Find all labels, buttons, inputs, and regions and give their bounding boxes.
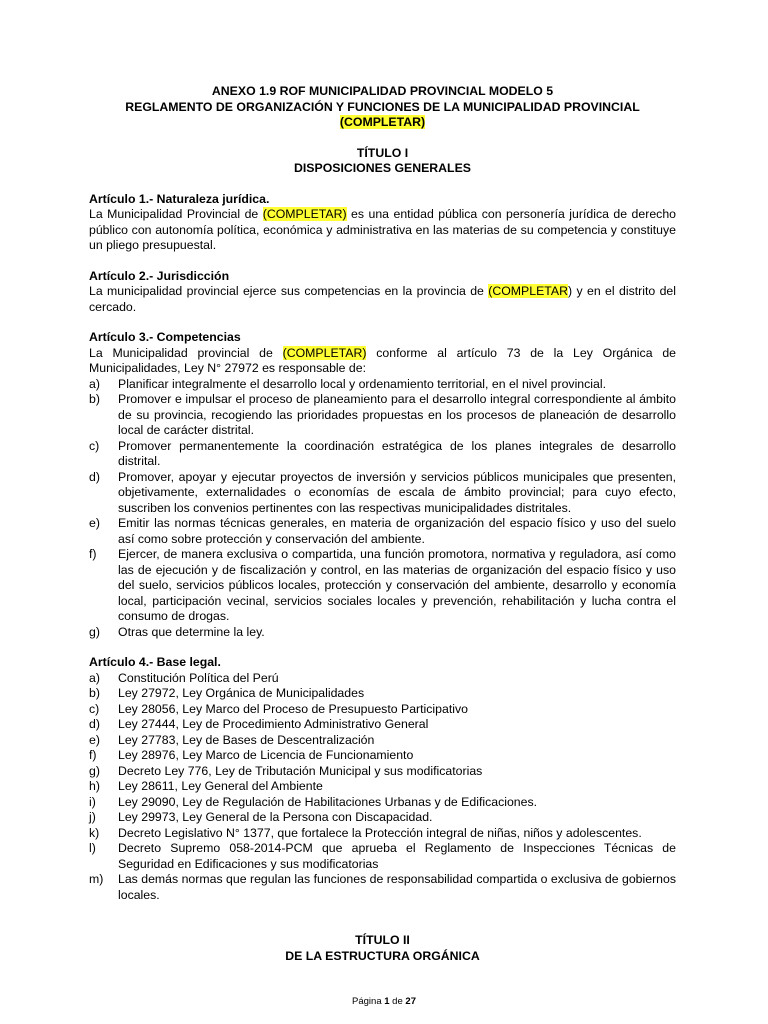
document-page bbox=[89, 84, 676, 979]
article-2-body bbox=[89, 284, 676, 315]
list-item bbox=[89, 547, 676, 625]
list-item bbox=[89, 779, 676, 795]
list-item bbox=[89, 826, 676, 842]
list-item bbox=[89, 748, 676, 764]
list-item-text: Las demás normas que regulan las funciones de responsabilidad compartida o exclusiva de gobiernos locales. bbox=[118, 872, 676, 902]
article-3-text-post: conforme al artículo 73 de la Ley Orgánica de Municipalidades, Ley N° 27972 es responsable de: bbox=[89, 345, 676, 375]
list-item bbox=[89, 702, 676, 718]
completar-placeholder: (COMPLETAR bbox=[488, 284, 568, 298]
list-marker: b) bbox=[89, 686, 100, 700]
article-4-heading: Artículo 4.- Base legal. bbox=[89, 655, 221, 669]
list-item-text: Constitución Política del Perú bbox=[118, 670, 279, 685]
page-separator: de bbox=[389, 996, 406, 1007]
titulo-1-name: DISPOSICIONES GENERALES bbox=[294, 161, 471, 175]
list-marker: i) bbox=[89, 794, 96, 809]
list-item-text: Otras que determine la ley. bbox=[118, 624, 265, 639]
completar-placeholder: (COMPLETAR) bbox=[262, 207, 347, 221]
list-marker: d) bbox=[89, 469, 100, 484]
page-label: Página bbox=[352, 996, 385, 1007]
article-3-heading: Artículo 3.- Competencias bbox=[89, 330, 241, 344]
list-marker: b) bbox=[89, 392, 100, 406]
article-1-body bbox=[89, 207, 676, 254]
list-marker: c) bbox=[89, 701, 100, 716]
list-marker: j) bbox=[89, 810, 96, 824]
list-marker: e) bbox=[89, 516, 100, 530]
article-4 bbox=[89, 655, 676, 903]
list-marker: c) bbox=[89, 438, 100, 453]
list-item bbox=[89, 872, 676, 903]
list-item-text: Ley 27444, Ley de Procedimiento Administrativo General bbox=[118, 717, 429, 731]
list-item-text: Planificar integralmente el desarrollo local y ordenamiento territorial, en el nivel provincial. bbox=[118, 376, 607, 391]
current-page-number: 1 bbox=[384, 996, 390, 1007]
list-item bbox=[89, 717, 676, 733]
list-marker: m) bbox=[89, 872, 104, 886]
titulo-2-number: TÍTULO II bbox=[355, 933, 410, 947]
page-footer bbox=[0, 994, 768, 1010]
list-item bbox=[89, 439, 676, 470]
article-2-heading: Artículo 2.- Jurisdicción bbox=[89, 268, 230, 283]
article-3 bbox=[89, 330, 676, 640]
list-item bbox=[89, 392, 676, 439]
completar-placeholder: (COMPLETAR) bbox=[282, 345, 367, 360]
article-1-text-pre: La Municipalidad Provincial de bbox=[89, 207, 263, 221]
list-item-text: Decreto Supremo 058-2014-PCM que aprueba el Reglamento de Inspecciones Técnicas de Seguridad en Edificaciones y sus modificatorias bbox=[118, 841, 676, 871]
base-legal-list bbox=[89, 671, 676, 904]
list-item bbox=[89, 733, 676, 749]
document-header bbox=[89, 84, 676, 131]
list-item bbox=[89, 841, 676, 872]
list-item bbox=[89, 516, 676, 547]
list-item-text: Emitir las normas técnicas generales, en materia de organización del espacio físico y uso del suelo así como sobre protección y conservación del ambiente. bbox=[118, 516, 676, 546]
article-3-body bbox=[89, 346, 676, 377]
list-item bbox=[89, 810, 676, 826]
list-marker: a) bbox=[89, 376, 100, 391]
list-item-text: Promover, apoyar y ejecutar proyectos de inversión y servicios públicos municipales que presenten, objetivamente, externalidades o economías de escala de ámbito provincial; para cuyo efecto, suscriben los convenios pertinentes con las respectivas municipalidades distritales. bbox=[118, 469, 676, 515]
list-marker: d) bbox=[89, 717, 100, 731]
article-2-text-post: ) y en el distrito del cercado. bbox=[89, 284, 677, 314]
list-item-text: Promover e impulsar el proceso de planeamiento para el desarrollo integral correspondiente al ámbito de su provincia, recogiendo las prioridades propuestas en los procesos de planeación de desarrollo local de carácter distrital. bbox=[118, 392, 676, 437]
list-item-text: Ley 29973, Ley General de la Persona con Discapacidad. bbox=[118, 810, 433, 824]
article-1-text-post: es una entidad pública con personería jurídica de derecho público con autonomía política, económica y administrativa en las materias de su competencia y constituye un pliego presupuestal. bbox=[89, 207, 676, 252]
list-item-text: Decreto Legislativo N° 1377, que fortalece la Protección integral de niñas, niños y adolescentes. bbox=[118, 825, 642, 840]
list-marker: a) bbox=[89, 670, 100, 685]
annex-title: ANEXO 1.9 ROF MUNICIPALIDAD PROVINCIAL MODELO 5 bbox=[211, 84, 554, 98]
list-item-text: Ley 28056, Ley Marco del Proceso de Presupuesto Participativo bbox=[118, 701, 468, 716]
list-item-text: Promover permanentemente la coordinación estratégica de los planes integrales de desarrollo distrital. bbox=[118, 438, 676, 468]
list-item bbox=[89, 764, 676, 780]
list-marker: e) bbox=[89, 732, 100, 747]
article-2 bbox=[89, 269, 676, 316]
list-marker: l) bbox=[89, 841, 96, 855]
titulo-2-name: DE LA ESTRUCTURA ORGÁNICA bbox=[285, 948, 480, 963]
total-pages-number: 27 bbox=[405, 996, 416, 1007]
list-item bbox=[89, 625, 676, 641]
list-marker: h) bbox=[89, 779, 100, 793]
list-item-text: Ley 27783, Ley de Bases de Descentralización bbox=[118, 732, 375, 747]
list-item-text: Ley 27972, Ley Orgánica de Municipalidades bbox=[118, 686, 365, 700]
titulo-2 bbox=[89, 933, 676, 964]
list-marker: g) bbox=[89, 763, 100, 778]
list-item-text: Ley 28976, Ley Marco de Licencia de Funcionamiento bbox=[118, 748, 414, 762]
list-item-text: Decreto Ley 776, Ley de Tributación Municipal y sus modificatorias bbox=[118, 763, 483, 778]
titulo-1-number: TÍTULO I bbox=[356, 145, 409, 160]
regulation-title bbox=[89, 100, 676, 131]
list-marker: f) bbox=[89, 547, 97, 561]
article-1 bbox=[89, 192, 676, 254]
list-item-text: Ley 29090, Ley de Regulación de Habilitaciones Urbanas y de Edificaciones. bbox=[118, 794, 538, 809]
list-item-text: Ejercer, de manera exclusiva o compartida, una función promotora, normativa y reguladora, así como las de ejecución y de fiscalización y control, en las materias de organización del espacio físico y uso del suelo, servicios públicos locales, protección y conservación del ambiente, desarrollo y economía local, participación vecinal, servicios sociales locales y prevención, rehabilitación y lucha contra el consumo de drogas. bbox=[118, 547, 676, 623]
article-2-text-pre: La municipalidad provincial ejerce sus competencias en la provincia de bbox=[89, 284, 489, 298]
list-item bbox=[89, 377, 676, 393]
list-item-text: Ley 28611, Ley General del Ambiente bbox=[118, 779, 323, 793]
article-3-text-pre: La Municipalidad provincial de bbox=[89, 345, 283, 360]
list-marker: k) bbox=[89, 825, 100, 840]
article-1-heading: Artículo 1.- Naturaleza jurídica. bbox=[89, 191, 270, 206]
list-marker: g) bbox=[89, 624, 100, 639]
list-item bbox=[89, 795, 676, 811]
list-item bbox=[89, 671, 676, 687]
list-marker: f) bbox=[89, 748, 97, 762]
regulation-title-text: REGLAMENTO DE ORGANIZACIÓN Y FUNCIONES DE LA MUNICIPALIDAD PROVINCIAL bbox=[125, 99, 640, 114]
competencias-list bbox=[89, 377, 676, 641]
completar-placeholder: (COMPLETAR) bbox=[339, 115, 426, 129]
titulo-1 bbox=[89, 146, 676, 177]
list-item bbox=[89, 470, 676, 517]
list-item bbox=[89, 686, 676, 702]
